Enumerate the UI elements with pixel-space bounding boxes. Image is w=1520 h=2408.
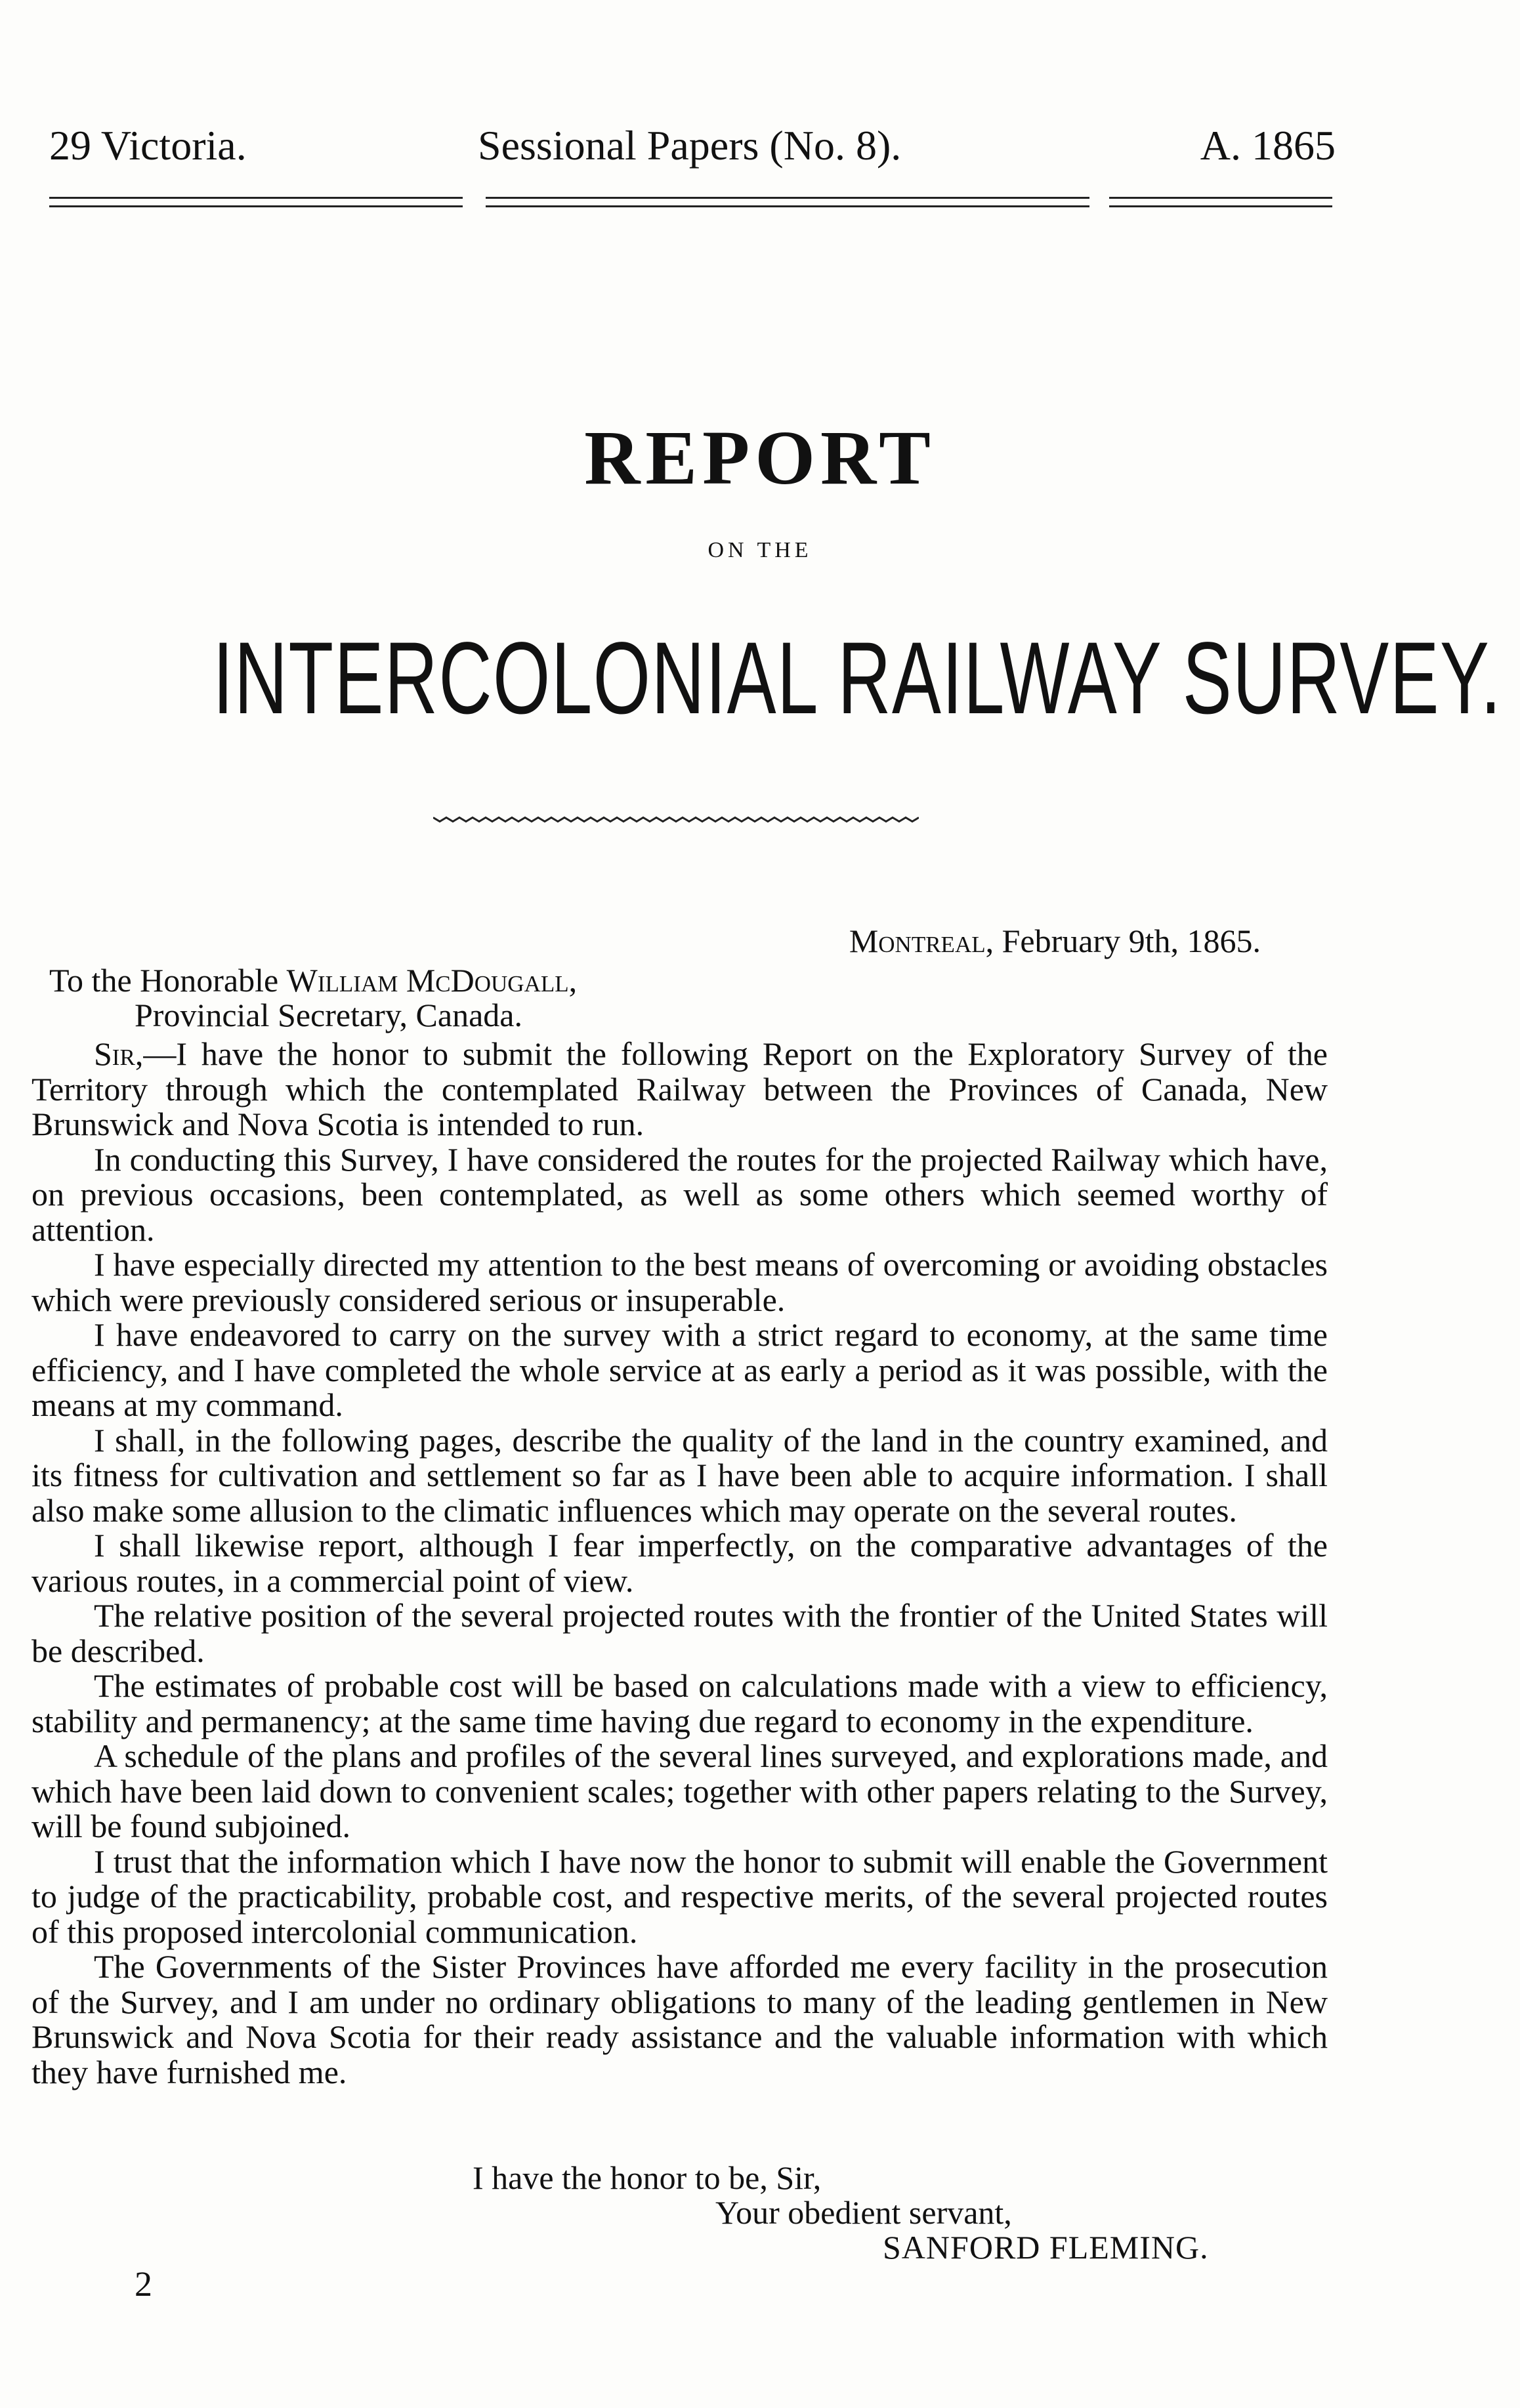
addressee-prefix: To the Honorable	[49, 962, 287, 999]
header-session: 29 Victoria.	[49, 122, 247, 169]
letter-addressee	[49, 961, 577, 999]
paragraph-text: ,—I have the honor to submit the following Report on the Exploratory Survey of the Territory through which the contemplated Railway between the Provinces of Canada, New Brunswick and Nova Scotia is intended to run.	[32, 1035, 1328, 1142]
running-head	[49, 121, 1336, 174]
addressee-name: William McDougall	[286, 962, 569, 999]
paragraph: The relative position of the several projected routes with the frontier of the United States will be described.	[32, 1597, 1328, 1669]
addressee-suffix: ,	[568, 962, 578, 999]
paragraph: A schedule of the plans and profiles of the several lines surveyed, and explorations made, and which have been laid down to convenient scales; together with other papers relating to the Survey, will be found subjoined.	[32, 1737, 1328, 1844]
header-sessional-papers: Sessional Papers (No. 8).	[478, 122, 902, 169]
page-number: 2	[135, 2264, 152, 2304]
paragraph: The Governments of the Sister Provinces have afforded me every facility in the prosecution of the Survey, and I am under no ordinary obligations to many of the leading gentlemen in New Brunswick and Nova Scotia for their ready assistance and the valuable information with which they have furnished me.	[32, 1948, 1328, 2090]
letter-body	[32, 1037, 1328, 2090]
decorative-squiggle-rule	[433, 810, 919, 829]
paragraph	[32, 1037, 1328, 1142]
closing-servant: Your obedient servant,	[715, 2194, 1012, 2231]
paragraph: I have endeavored to carry on the survey with a strict regard to economy, at the same time efficiency, and I have completed the whole service at as early a period as it was possible, with the means at my command.	[32, 1316, 1328, 1423]
header-rule-left	[49, 197, 463, 207]
salutation: Sir	[94, 1035, 135, 1072]
paragraph: The estimates of probable cost will be based on calculations made with a view to efficiency, stability and permanency; at the same time having due regard to economy in the expenditure.	[32, 1667, 1328, 1739]
header-year: A. 1865	[1200, 122, 1336, 169]
header-rule-right	[1109, 197, 1332, 207]
paragraph: I have especially directed my attention to the best means of overcoming or avoiding obstacles which were previously considered serious or insuperable.	[32, 1246, 1328, 1318]
paragraph: In conducting this Survey, I have considered the routes for the projected Railway which have, on previous occasions, been contemplated, as well as some others which seemed worthy of attention.	[32, 1140, 1328, 1248]
closing-line: I have the honor to be, Sir,	[473, 2159, 822, 2196]
letter-date: , February 9th, 1865.	[985, 923, 1261, 959]
title-main: INTERCOLONIAL RAILWAY SURVEY.	[213, 621, 1502, 736]
paragraph: I shall, in the following pages, describe the quality of the land in the country examined, and its fitness for cultivation and settlement so far as I have been able to acquire information. I shall also make some allusion to the climatic influences which may operate on the several routes.	[32, 1421, 1328, 1529]
paragraph: I trust that the information which I have now the honor to submit will enable the Government to judge of the practicability, probable cost, and respective merits, of the several projected routes of this proposed intercolonial communication.	[32, 1842, 1328, 1950]
title-report: REPORT	[584, 415, 936, 501]
title-on-the: ON THE	[707, 538, 813, 562]
paragraph: I shall likewise report, although I fear imperfectly, on the comparative advantages of the various routes, in a commercial point of view.	[32, 1527, 1328, 1599]
letter-dateline	[849, 922, 1261, 960]
signature: SANFORD FLEMING.	[883, 2229, 1209, 2266]
letter-place: Montreal	[849, 923, 986, 959]
header-rule-center	[486, 197, 1089, 207]
addressee-title: Provincial Secretary, Canada.	[135, 997, 522, 1033]
